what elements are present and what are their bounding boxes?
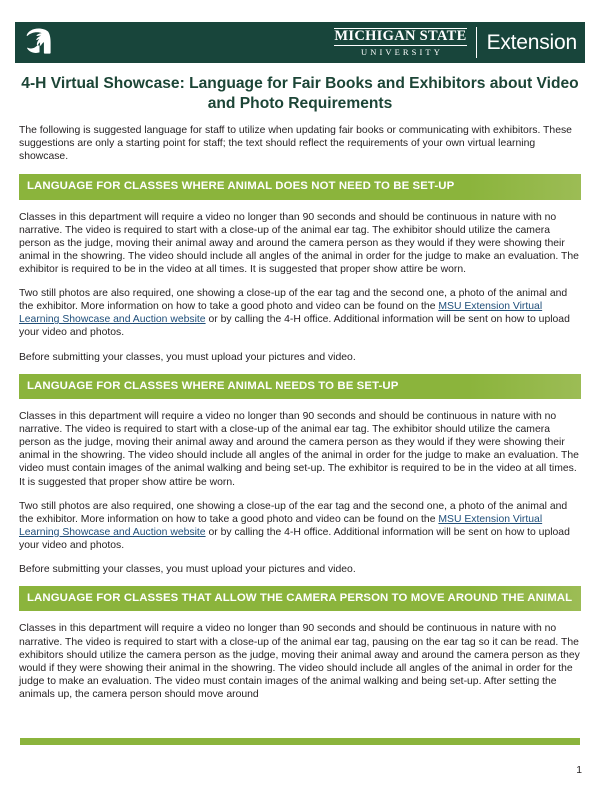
msu-wordmark-line-1: MICHIGAN STATE	[334, 28, 467, 44]
section-heading-2: LANGUAGE FOR CLASSES WHERE ANIMAL NEEDS TO BE SET-UP	[19, 374, 581, 399]
section-content-2	[19, 409, 581, 576]
section-2-paragraph-2	[19, 500, 581, 552]
page-title: 4-H Virtual Showcase: Language for Fair Books and Exhibitors about Video and Photo Requirements	[21, 75, 579, 112]
msu-extension-masthead	[15, 22, 585, 63]
msu-wordmark	[334, 28, 475, 58]
section-3-paragraph-1: Classes in this department will require a video no longer than 90 seconds and should be continuous in nature with no narrative. The video is required to start with a close-up of the animal ear tag, pausing on the ear tag so it can be read. The exhibitors should utilize the camera person as the judge, moving their animal away and around the camera person as they would if they were showing their animal in the showring. The video should include all angles of the animal in order for the judge to make an evaluation. The video must contain images of the animal walking and being set-up. After setting the animals up, the camera person should move around	[19, 623, 580, 700]
section-heading-3: LANGUAGE FOR CLASSES THAT ALLOW THE CAMERA PERSON TO MOVE AROUND THE ANIMAL	[19, 586, 581, 611]
msue-virtual-showcase-link-1[interactable]: MSU Extension Virtual Learning Showcase and Auction website	[19, 301, 543, 326]
document-body	[19, 124, 581, 712]
section-1-paragraph-3: Before submitting your classes, you must upload your pictures and video.	[19, 351, 356, 363]
intro-paragraph: The following is suggested language for staff to utilize when updating fair books or communicating with exhibitors. These suggestions are only a starting point for staff; the text should reflect the requirements of your own virtual learning showcase.	[19, 125, 572, 163]
footer-accent-rule	[20, 738, 580, 745]
section-1-para2-lead: Two still photos are also required, one showing a close-up of the ear tag and the second one, a photo of the animal and the exhibitor. More information on how to take a good photo and video can be found on the	[19, 288, 568, 313]
msu-wordmark-line-2: UNIVERSITY	[360, 46, 443, 57]
msue-virtual-showcase-link-2[interactable]: MSU Extension Virtual Learning Showcase and Auction website	[19, 513, 543, 538]
extension-unit-name: Extension	[486, 31, 577, 54]
section-content-1	[19, 210, 581, 364]
section-2-para2-tail: or by calling the 4-H office. Additional information will be sent on how to upload your video and photos.	[19, 526, 570, 551]
msu-spartan-helmet-logo	[25, 28, 51, 58]
section-1-para2-tail: or by calling the 4-H office. Additional information will be sent on how to upload your video and photos.	[19, 314, 570, 339]
section-2-paragraph-1: Classes in this department will require a video no longer than 90 seconds and should be continuous in nature with no narrative. The video is required to start with a close-up of the animal ear tag. The exhibitor should utilize the camera person as the judge, moving their animal away and around the camera person as they would if they were showing their animal in the showring. The video should include all angles of the animal in order for the judge to make an evaluation. The video must contain images of the animal walking and being set-up. The exhibitor is required to be in the video at all times. It is suggested that proper show attire be worn.	[19, 411, 579, 488]
section-2-paragraph-3: Before submitting your classes, you must upload your pictures and video.	[19, 563, 356, 575]
section-1-paragraph-1: Classes in this department will require a video no longer than 90 seconds and should be continuous in nature with no narrative. The video is required to start with a close-up of the animal ear tag. The exhibitor should utilize the camera person as the judge, moving their animal away and around the camera person as they would if they were showing their animal in the showring. The video should include all angles of the animal in order for the judge to make an evaluation. The exhibitor is required to be in the video at all times. It is suggested that proper show attire be worn.	[19, 211, 579, 276]
section-heading-1: LANGUAGE FOR CLASSES WHERE ANIMAL DOES NOT NEED TO BE SET-UP	[19, 174, 581, 199]
msu-brandlock	[334, 28, 577, 58]
section-content-3	[19, 621, 581, 701]
page-number: 1	[576, 765, 582, 776]
section-2-para2-lead: Two still photos are also required, one showing a close-up of the ear tag and the second one, a photo of the animal and the exhibitor. More information on how to take a good photo and video can be found on the	[19, 500, 568, 525]
section-1-paragraph-2	[19, 287, 581, 339]
